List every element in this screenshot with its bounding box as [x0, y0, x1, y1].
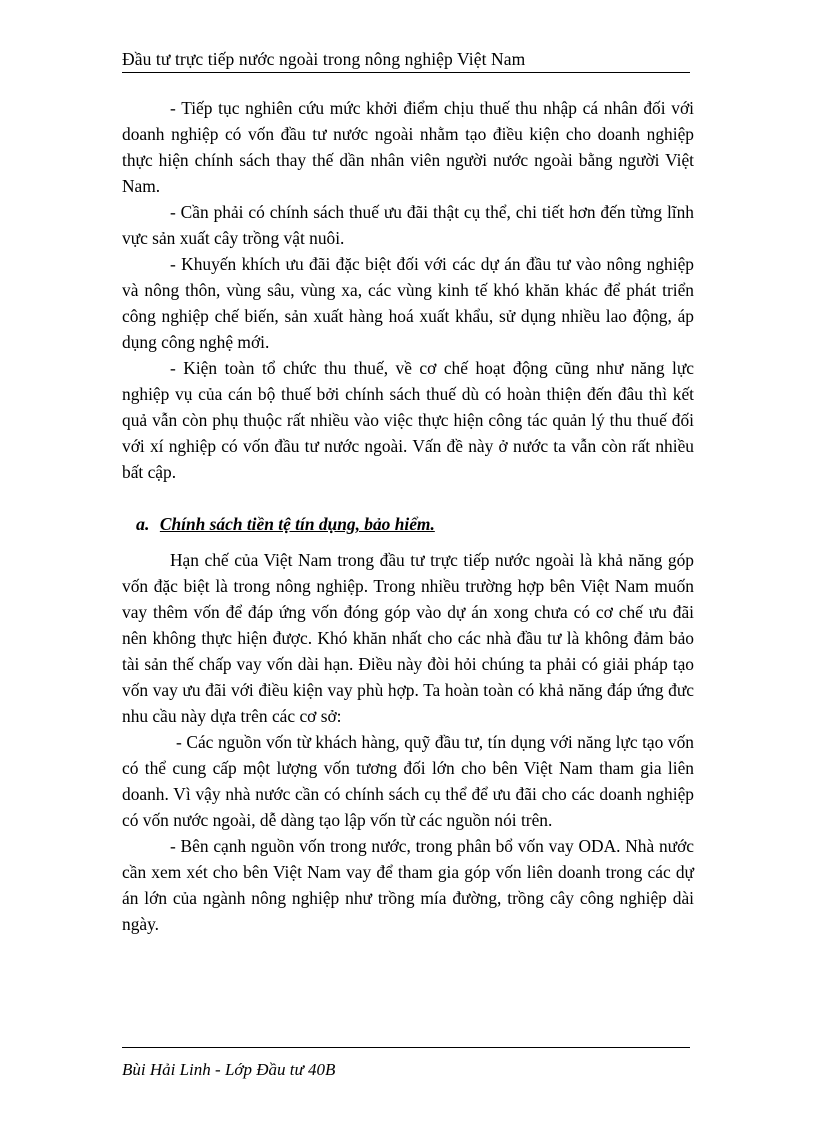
paragraph: - Tiếp tục nghiên cứu mức khởi điểm chịu thuế thu nhập cá nhân đối với doanh nghiệp có vốn đầu tư nước ngoài nhằm tạo điều kiện cho doanh nghiệp thực hiện chính sách thay thế dần nhân viên người nước ngoài bằng người Việt Nam.	[122, 98, 694, 196]
document-body	[122, 95, 694, 937]
section-label: a.	[136, 514, 150, 534]
paragraph: - Kiện toàn tổ chức thu thuế, về cơ chế hoạt động cũng như năng lực nghiệp vụ của cán bộ thuế bởi chính sách thuế dù có hoàn thiện đến đâu thì kết quả vẫn còn phụ thuộc rất nhiều vào việc thực hiện công tác quản lý thu thuế đối với xí nghiệp có vốn đầu tư nước ngoài. Vấn đề này ở nước ta vẫn còn rất nhiều bất cập.	[122, 358, 694, 482]
section-title: Chính sách tiền tệ tín dụng, bảo hiểm.	[159, 514, 435, 534]
page-header-title: Đầu tư trực tiếp nước ngoài trong nông nghiệp Việt Nam	[122, 49, 526, 69]
paragraph: - Khuyến khích ưu đãi đặc biệt đối với các dự án đầu tư vào nông nghiệp và nông thôn, vùng sâu, vùng xa, các vùng kinh tế khó khăn khác để phát triển công nghiệp chế biến, sản xuất hàng hoá xuất khẩu, sử dụng nhiều lao động, áp dụng công nghệ mới.	[122, 254, 694, 352]
header-divider	[122, 72, 690, 73]
paragraph: - Cần phải có chính sách thuế ưu đãi thật cụ thể, chi tiết hơn đến từng lĩnh vực sản xuất cây trồng vật nuôi.	[122, 202, 694, 248]
footer-divider	[122, 1047, 690, 1048]
page-footer-author: Bùi Hải Linh - Lớp Đầu tư 40B	[122, 1060, 336, 1079]
section-heading	[136, 511, 694, 537]
paragraph: Hạn chế của Việt Nam trong đầu tư trực tiếp nước ngoài là khả năng góp vốn đặc biệt là trong nông nghiệp. Trong nhiều trường hợp bên Việt Nam muốn vay thêm vốn để đáp ứng vốn đóng góp vào dự án xong chưa có cơ chế ưu đãi nên không thực hiện được. Khó khăn nhất cho các nhà đầu tư là không đảm bảo tài sản thế chấp vay vốn dài hạn. Điều này đòi hỏi chúng ta phải có giải pháp tạo vốn vay ưu đãi với điều kiện vay phù hợp. Ta hoàn toàn có khả năng đáp ứng đưc nhu cầu này dựa trên các cơ sở:	[122, 550, 694, 726]
paragraph: - Bên cạnh nguồn vốn trong nước, trong phân bổ vốn vay ODA. Nhà nước cần xem xét cho bên Việt Nam vay để tham gia góp vốn liên doanh trong các dự án lớn của ngành nông nghiệp như trồng mía đường, trồng cây công nghiệp dài ngày.	[122, 836, 694, 934]
paragraph: - Các nguồn vốn từ khách hàng, quỹ đầu tư, tín dụng với năng lực tạo vốn có thể cung cấp một lượng vốn tương đối lớn cho bên Việt Nam tham gia liên doanh. Vì vậy nhà nước cần có chính sách cụ thể để ưu đãi cho các doanh nghiệp có vốn nước ngoài, dễ dàng tạo lập vốn từ các nguồn nói trên.	[122, 732, 694, 830]
